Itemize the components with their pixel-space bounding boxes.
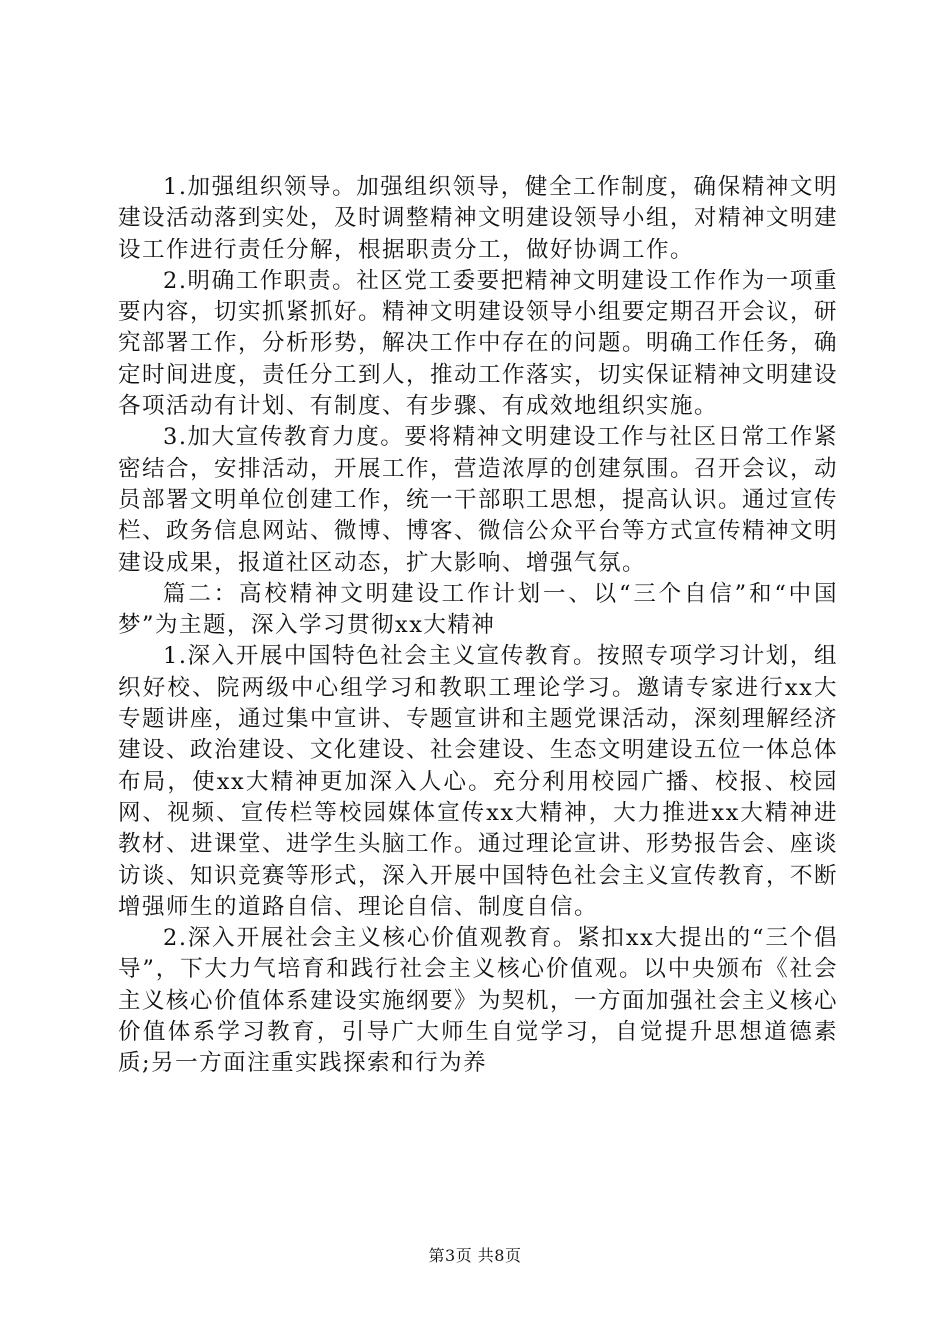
paragraph-publicity-education: 3.加大宣传教育力度。要将精神文明建设工作与社区日常工作紧密结合，安排活动，开展工作，营造浓厚的创建氛围。召开会议，动员部署文明单位创建工作，统一干部职工思想，提高认识。通过宣传栏、政务信息网站、微博、博客、微信公众平台等方式宣传精神文明建设成果，报道社区动态，扩大影响、增强气氛。 (118, 424, 839, 576)
paragraph-section-two-heading: 篇二：高校精神文明建设工作计划一、以“三个自信”和“中国梦”为主题，深入学习贯彻xx大精神 (118, 580, 838, 639)
paragraph-core-values: 2.深入开展社会主义核心价值观教育。紧扣xx大提出的“三个倡导”，下大力气培育和践行社会主义核心价值观。以中央颁布《社会主义核心价值体系建设实施纲要》为契机，一方面加强社会主义核心价值体系学习教育，引导广大师生自觉学习，自觉提升思想道德素质;另一方面注重实践探索和行为养 (118, 925, 839, 1077)
paragraph-organize-leadership: 1.加强组织领导。加强组织领导，健全工作制度，确保精神文明建设活动落到实处，及时调整精神文明建设领导小组，对精神文明建设工作进行责任分解，根据职责分工，做好协调工作。 (118, 174, 839, 263)
paragraph-socialism-education: 1.深入开展中国特色社会主义宣传教育。按照专项学习计划，组织好校、院两级中心组学习和教职工理论学习。邀请专家进行xx大专题讲座，通过集中宣讲、专题宣讲和主题党课活动，深刻理解经济建设、政治建设、文化建设、社会建设、生态文明建设五位一体总体布局，使xx大精神更加深入人心。充分利用校园广播、校报、校园网、视频、宣传栏等校园媒体宣传xx大精神，大力推进xx大精神进教材、进课堂、进学生头脑工作。通过理论宣讲、形势报告会、座谈访谈、知识竞赛等形式，深入开展中国特色社会主义宣传教育，不断增强师生的道路自信、理论自信、制度自信。 (118, 643, 839, 920)
document-body (118, 172, 838, 1080)
page-footer: 第3页 共8页 (428, 1246, 522, 1265)
paragraph-clarify-duties: 2.明确工作职责。社区党工委要把精神文明建设工作作为一项重要内容，切实抓紧抓好。精神文明建设领导小组要定期召开会议，研究部署工作，分析形势，解决工作中存在的问题。明确工作任务，确定时间进度，责任分工到人，推动工作落实，切实保证精神文明建设各项活动有计划、有制度、有步骤、有成效地组织实施。 (118, 267, 839, 420)
